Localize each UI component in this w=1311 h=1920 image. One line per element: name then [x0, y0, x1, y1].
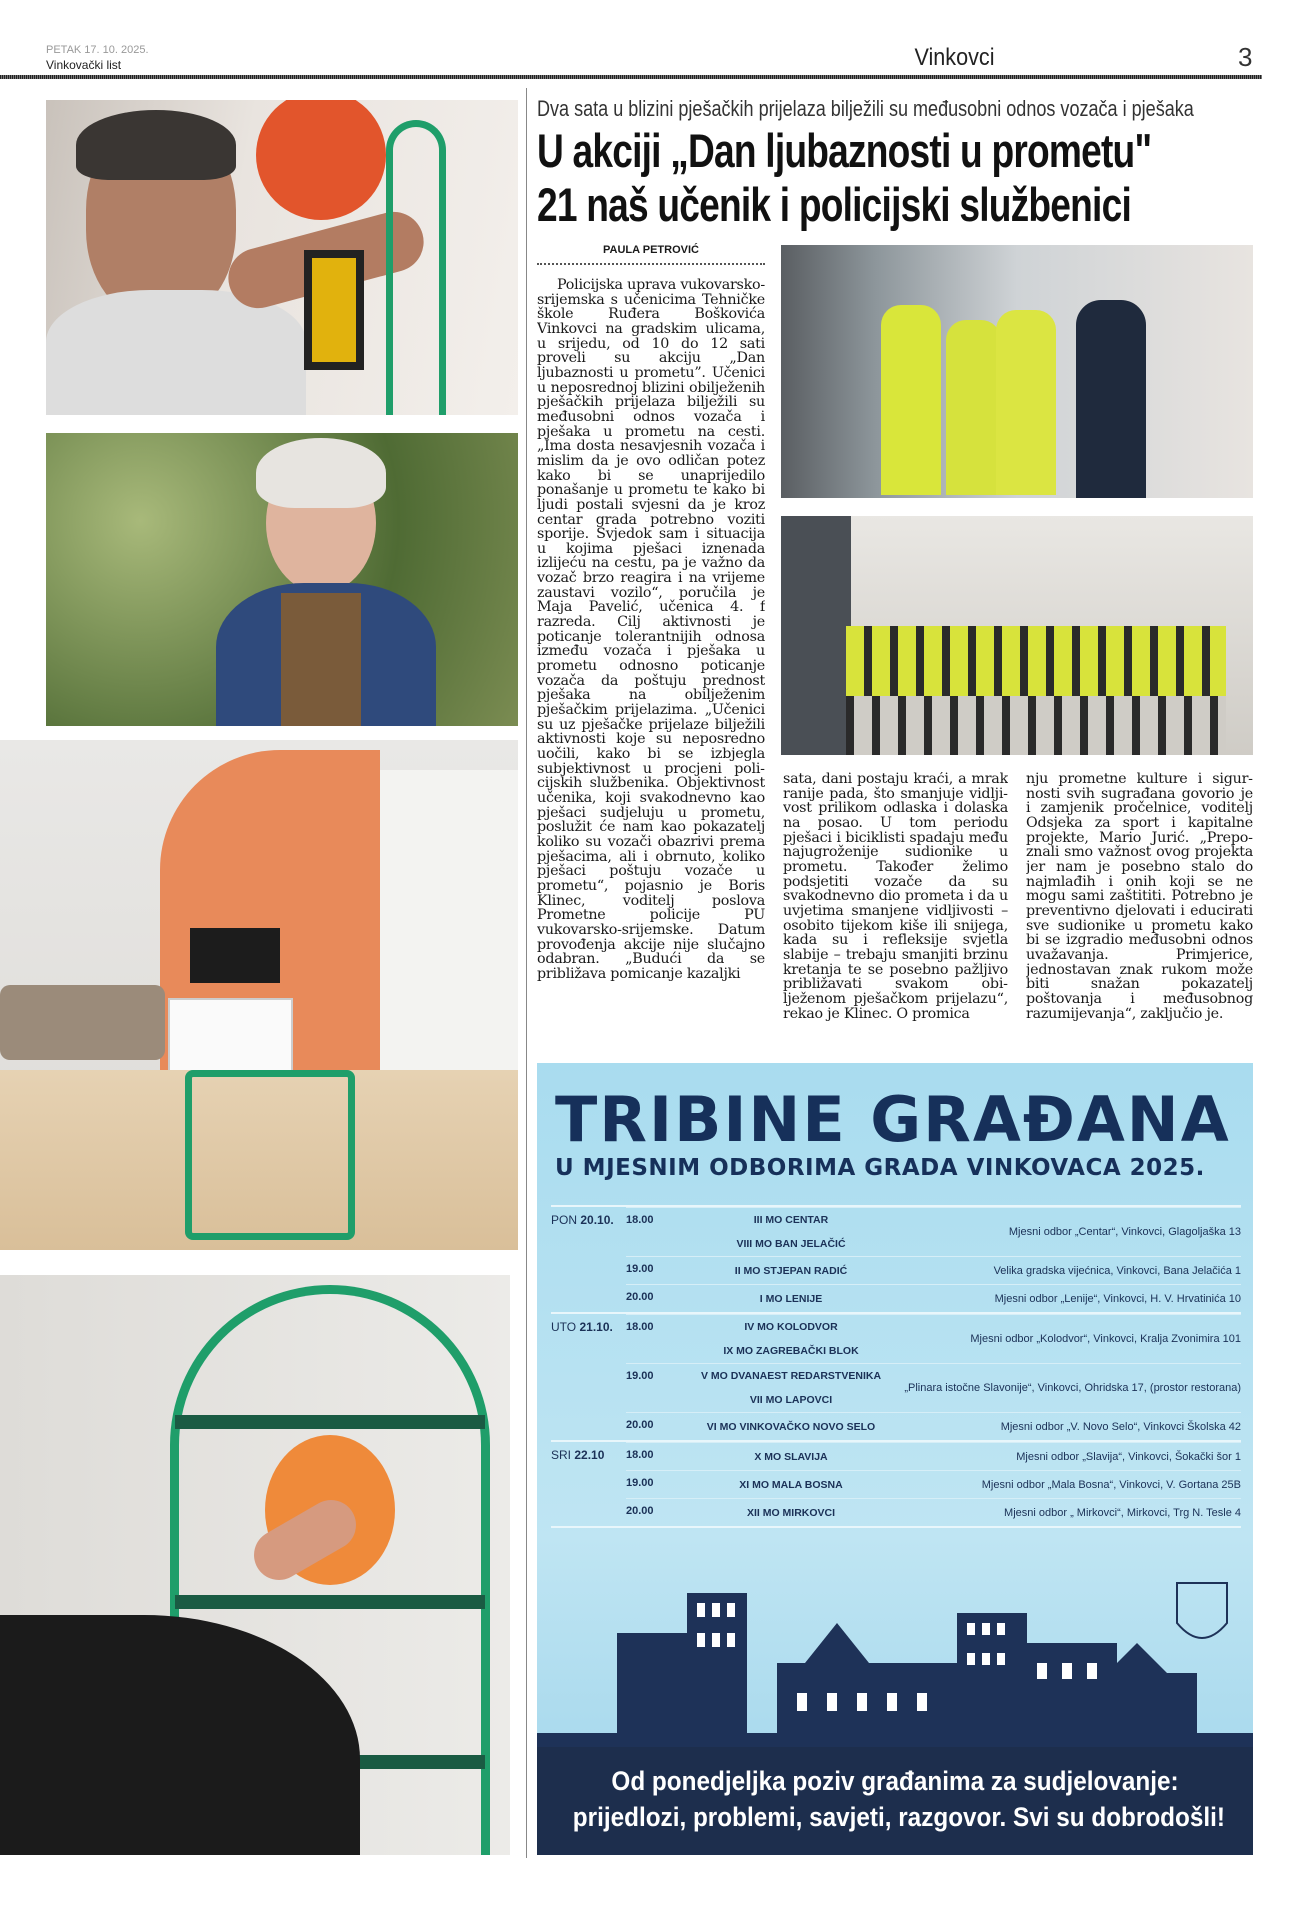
photo-woman-portrait [46, 433, 518, 726]
committee-name: II MO STJEPAN RADIĆ [734, 1264, 848, 1277]
location: Mjesni odbor „Slavija“, Vinkovci, Šokački šor 1 [1016, 1450, 1241, 1463]
article-column-3 [1026, 772, 1253, 1053]
local-committees [696, 1473, 886, 1497]
photo-shelf-toy [0, 1275, 510, 1855]
committee-name: IX MO ZAGREBAČKI BLOK [723, 1345, 859, 1357]
local-committees [696, 1259, 886, 1283]
location: Mjesni odbor „Centar“, Vinkovci, Glagoljaška 13 [1008, 1226, 1241, 1238]
location: Mjesni odbor „Lenije“, Vinkovci, H. V. Hrvatinića 10 [994, 1292, 1241, 1305]
day-label [551, 1213, 614, 1227]
byline: PAULA PETROVIĆ [603, 244, 699, 256]
local-committees [696, 1415, 886, 1439]
schedule-day [551, 1205, 1241, 1312]
committee-name: XI MO MALA BOSNA [739, 1478, 843, 1491]
committee-name: VII MO LAPOVCI [749, 1394, 833, 1406]
schedule-row [626, 1256, 1241, 1284]
schedule-day [551, 1312, 1241, 1440]
schedule-row [626, 1412, 1241, 1440]
column-divider [526, 88, 527, 1858]
section-name: Vinkovci [914, 44, 995, 71]
location: Velika gradska vijećnica, Vinkovci, Bana Jelačića 1 [993, 1264, 1241, 1277]
day-date: 20.10. [580, 1213, 614, 1227]
committee-name: VIII MO BAN JELAČIĆ [736, 1238, 846, 1250]
photo-students-with-police-officer [781, 245, 1253, 498]
time: 18.00 [626, 1214, 654, 1226]
time: 20.00 [626, 1505, 654, 1517]
banner-line-2: prijedlozi, problemi, savjeti, razgovor. Svi su dobrodošli! [572, 1802, 1225, 1832]
committee-name: I MO LENIJE [759, 1292, 823, 1305]
committee-name: XII MO MIRKOVCI [746, 1506, 836, 1519]
article-text: sata, dani postaju kraći, a mrak ranije pada, što smanjuje vidljivost prilikom odlaska i dolaska na posao. U tom periodu pješaci i biciklisti spadaju među najugroženije sudionike u prometu. Također želimo podsjetiti vozače da su svakodnevno dio prometa i da u uvjetima smanjene vidljivosti – osobito tijekom kiše ili snijega, kada su i refleksije svjetla slabije – trebaju smanjiti brzinu kretanja te se posebno pažljivo približavati svakom obilježenom pješačkom prijelazu“, rekao je Klinec. O promica [783, 772, 1008, 1022]
article-column-1 [537, 278, 765, 1053]
location: Mjesni odbor „V. Novo Selo“, Vinkovci Školska 42 [1000, 1420, 1241, 1433]
day-name: UTO [551, 1320, 577, 1334]
day-name: SRI [551, 1448, 572, 1462]
committee-name: X MO SLAVIJA [754, 1450, 828, 1463]
time: 20.00 [626, 1419, 654, 1431]
schedule-row [626, 1284, 1241, 1312]
local-committees [696, 1364, 886, 1412]
poster-subtitle: U MJESNIM ODBORIMA GRADA VINKOVACA 2025. [555, 1155, 1205, 1181]
day-label [551, 1448, 604, 1462]
city-coat-of-arms [1177, 1583, 1227, 1638]
page-number: 3 [1238, 42, 1253, 72]
issue-date: PETAK 17. 10. 2025. [46, 44, 149, 56]
article-text: nju prometne kulture i sigurnosti svih sugrađana govorio je i zamjenik pročelnice, voditelj Odsjeka za sport i kapitalne projekte, Mario Jurić. „Prepoznali smo važnost ovog projekta jer nam je posebno stalo do najmlađih i onih koji se ne mogu sami zaštititi. Potrebno je preventivno djelovati i educirati sve sudionike u prometu kako bi se izgradio međusobni odnos uvažavanja. Primjerice, jednostavan znak rukom može biti snažan pokazatelj poštovanja i međusobnog razumijevanja“, zaključio je. [1026, 772, 1253, 1022]
time: 18.00 [626, 1449, 654, 1461]
schedule-day [551, 1440, 1241, 1528]
committee-name: III MO CENTAR [753, 1214, 829, 1226]
title-line-2: 21 naš učenik i policijski službenici [537, 178, 1131, 231]
schedule-table [551, 1205, 1241, 1528]
article-kicker: Dva sata u blizini pješačkih prijelaza bilježili su međusobni odnos vozača i pješaka [537, 96, 1194, 121]
day-name: PON [551, 1213, 578, 1227]
byline-divider [537, 263, 765, 265]
schedule-row [626, 1470, 1241, 1498]
location: „Plinara istočne Slavonije“, Vinkovci, Ohridska 17, (prostor restorana) [904, 1382, 1241, 1394]
local-committees [696, 1315, 886, 1363]
committee-name: V MO DVANAEST REDARSTVENIKA [700, 1370, 882, 1382]
tribine-gradana-poster [537, 1063, 1253, 1855]
day-label [551, 1320, 613, 1334]
local-committees [696, 1208, 886, 1256]
day-date: 22.10 [574, 1448, 605, 1462]
location: Mjesni odbor „Kolodvor“, Vinkovci, Kralja Zvonimira 101 [970, 1333, 1241, 1345]
newspaper-name: Vinkovački list [46, 58, 122, 72]
time: 19.00 [626, 1370, 654, 1382]
time: 19.00 [626, 1477, 654, 1489]
time: 19.00 [626, 1263, 654, 1275]
location: Mjesni odbor „ Mirkovci“, Mirkovci, Trg N. Tesle 4 [1004, 1506, 1241, 1519]
city-skyline-illustration [537, 1563, 1253, 1753]
schedule-row [626, 1442, 1241, 1470]
schedule-row [626, 1498, 1241, 1526]
schedule-row [626, 1363, 1241, 1412]
local-committees [696, 1501, 886, 1525]
header-rule [0, 75, 1262, 79]
local-committees [696, 1287, 886, 1311]
poster-banner [537, 1747, 1253, 1855]
title-line-1: U akciji „Dan ljubaznosti u prometu" [537, 124, 1152, 177]
article-title [537, 124, 1248, 232]
photo-man-drilling [46, 100, 518, 415]
article-text: Policijska uprava vukovarsko-srijemska s učenicima Tehničke škole Ruđera Boškovića Vinkovci na gradskim ulicama, u srijedu, od 10 do 12 sati proveli su akciju „Dan ljubaznosti u prometu”. Učenici u neposrednoj blizini obilježenih pješačkih prijelaza bilježili su međusobni odnos vozača i pješaka u prometu na cesti. „Ima dosta nesavjesnih vozača i mislim da je ovo odličan potez kako bi se unaprijedilo ponašanje u prometu te kako bi ljudi postali svjesni da je kroz centar grada potrebno voziti sporije. Svjedok sam i situacija u kojima pješaci iznenada izlijeću na cestu, pa je važno da vozač brzo reagira i na vrijeme zaustavi vozilo“, poručila je Maja Pavelić, učenica 4. f razreda. Cilj aktivnosti je poticanje tolerantnijih odnosa između vozača i pješaka u prometu odnosno poticanje vozača da poštuju prednost pješaka na obilježenim pješačkim prijelazima. „Učenici su uz pješačke prijelaze bilježili aktivnosti koje su neposredno uočili, kako bi se izbjegla subjektivnost u procjeni policijskih službenika. Objektivnost učenika, koji svakodnevno kao pješaci sudjeluju u prometu, poslužit će nam kao pokazatelj koliko su vozači obazrivi prema pješacima, ali i obrnuto, koliko pješaci poštuju vozače u prometu“, pojasnio je Boris Klinec, voditelj poslova Prometne policije PU vukovarsko-srijemske. Datum provođenja akcije nije slučajno odabran. „Budući da se približava pomicanje kazaljki [537, 278, 765, 982]
article-column-2 [783, 772, 1008, 1053]
location: Mjesni odbor „Mala Bosna“, Vinkovci, V. Gortana 25B [981, 1478, 1241, 1491]
day-date: 21.10. [579, 1320, 613, 1334]
photo-room-interior [0, 740, 518, 1250]
photo-group-in-hall [781, 516, 1253, 755]
schedule-row [626, 1314, 1241, 1363]
time: 18.00 [626, 1321, 654, 1333]
schedule-row [626, 1207, 1241, 1256]
committee-name: IV MO KOLODVOR [744, 1321, 838, 1333]
local-committees [696, 1445, 886, 1469]
committee-name: VI MO VINKOVAČKO NOVO SELO [706, 1420, 876, 1433]
poster-title: TRIBINE GRAĐANA [555, 1083, 1231, 1156]
banner-line-1: Od ponedjeljka poziv građanima za sudjelovanje: [611, 1766, 1179, 1796]
time: 20.00 [626, 1291, 654, 1303]
